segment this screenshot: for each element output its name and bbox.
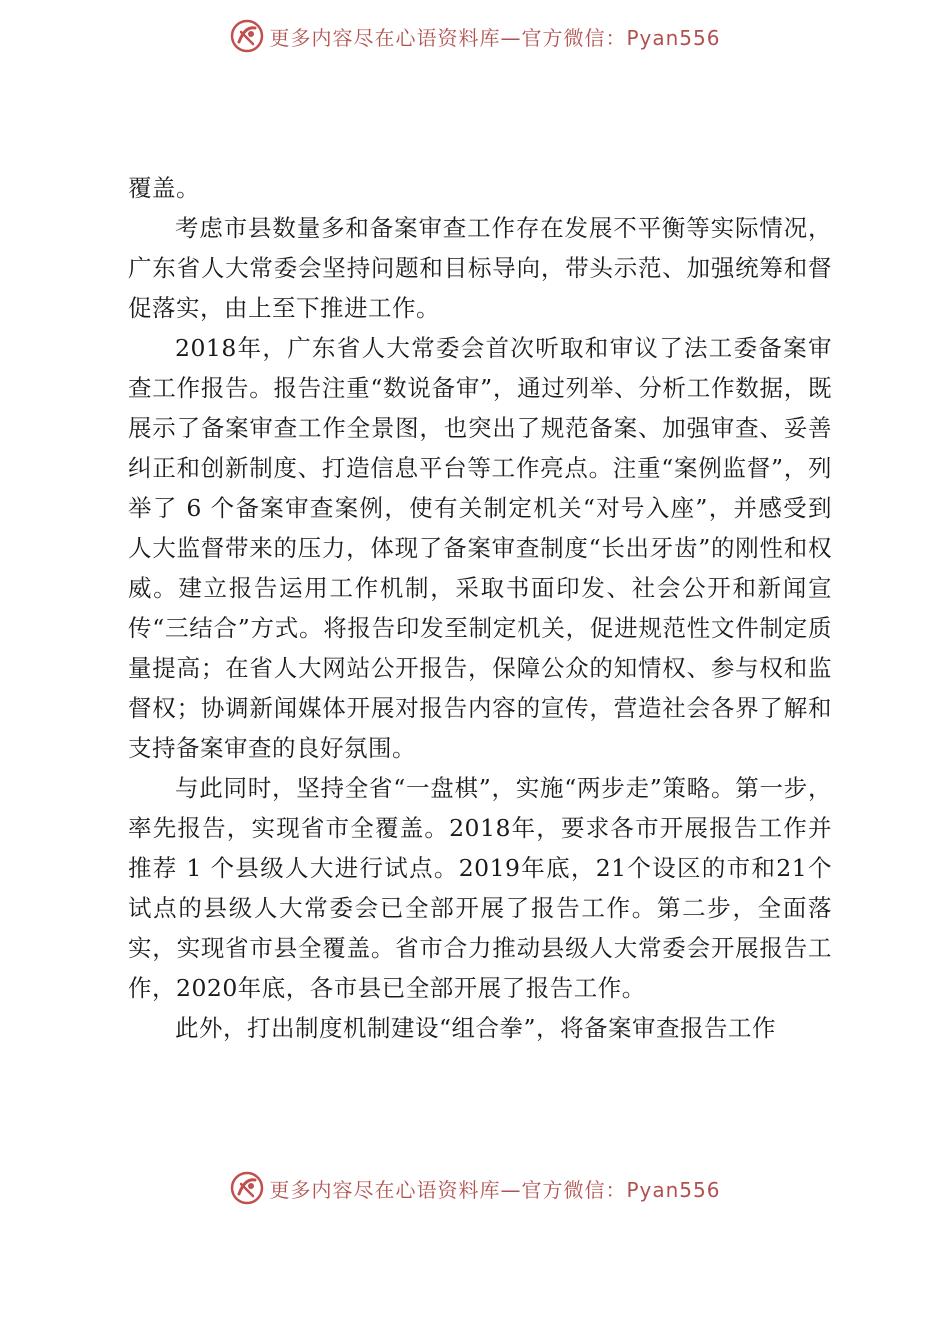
paragraph-1: 覆盖。 bbox=[128, 174, 200, 202]
paragraph-3: 2018年，广东省人大常委会首次听取和审议了法工委备案审查工作报告。报告注重“数说备审”，通过列举、分析工作数据，既展示了备案审查工作全景图，也突出了规范备案、加强审查、妥善纠正和创新制度、打造信息平台等工作亮点。注重“案例监督”，列举了 6 个备案审查案例，使有关制定机关“对号入座”，并感受到人大监督带来的压力，体现了备案审查制度“长出牙齿”的刚性和权威。建立报告运用工作机制，采取书面印发、社会公开和新闻宣传“三结合”方式。将报告印发至制定机关，促进规范性文件制定质量提高；在省人大网站公开报告，保障公众的知情权、参与权和监督权；协调新闻媒体开展对报告内容的宣传，营造社会各界了解和支持备案审查的良好氛围。 bbox=[128, 334, 832, 762]
footer-text: 更多内容尽在心语资料库—官方微信：Pyan556 bbox=[269, 1177, 721, 1202]
paragraph-4: 与此同时，坚持全省“一盘棋”，实施“两步走”策略。第一步，率先报告，实现省市全覆盖。2018年，要求各市开展报告工作并推荐 1 个县级人大进行试点。2019年底，21个设区的市和21个试点的县级人大常委会已全部开展了报告工作。第二步，全面落实，实现省市县全覆盖。省市合力推动县级人大常委会开展报告工作，2020年底，各市县已全部开展了报告工作。 bbox=[128, 774, 832, 1002]
header-banner bbox=[0, 14, 950, 58]
paragraph-5: 此外，打出制度机制建设“组合拳”，将备案审查报告工作 bbox=[175, 1014, 777, 1042]
footer-banner bbox=[0, 1166, 950, 1210]
seal-logo-icon bbox=[229, 1170, 265, 1206]
header-text: 更多内容尽在心语资料库—官方微信：Pyan556 bbox=[269, 25, 721, 50]
seal-logo-icon bbox=[229, 18, 265, 54]
paragraph-2: 考虑市县数量多和备案审查工作存在发展不平衡等实际情况，广东省人大常委会坚持问题和目标导向，带头示范、加强统筹和督促落实，由上至下推进工作。 bbox=[128, 214, 832, 322]
document-body bbox=[128, 168, 832, 1048]
